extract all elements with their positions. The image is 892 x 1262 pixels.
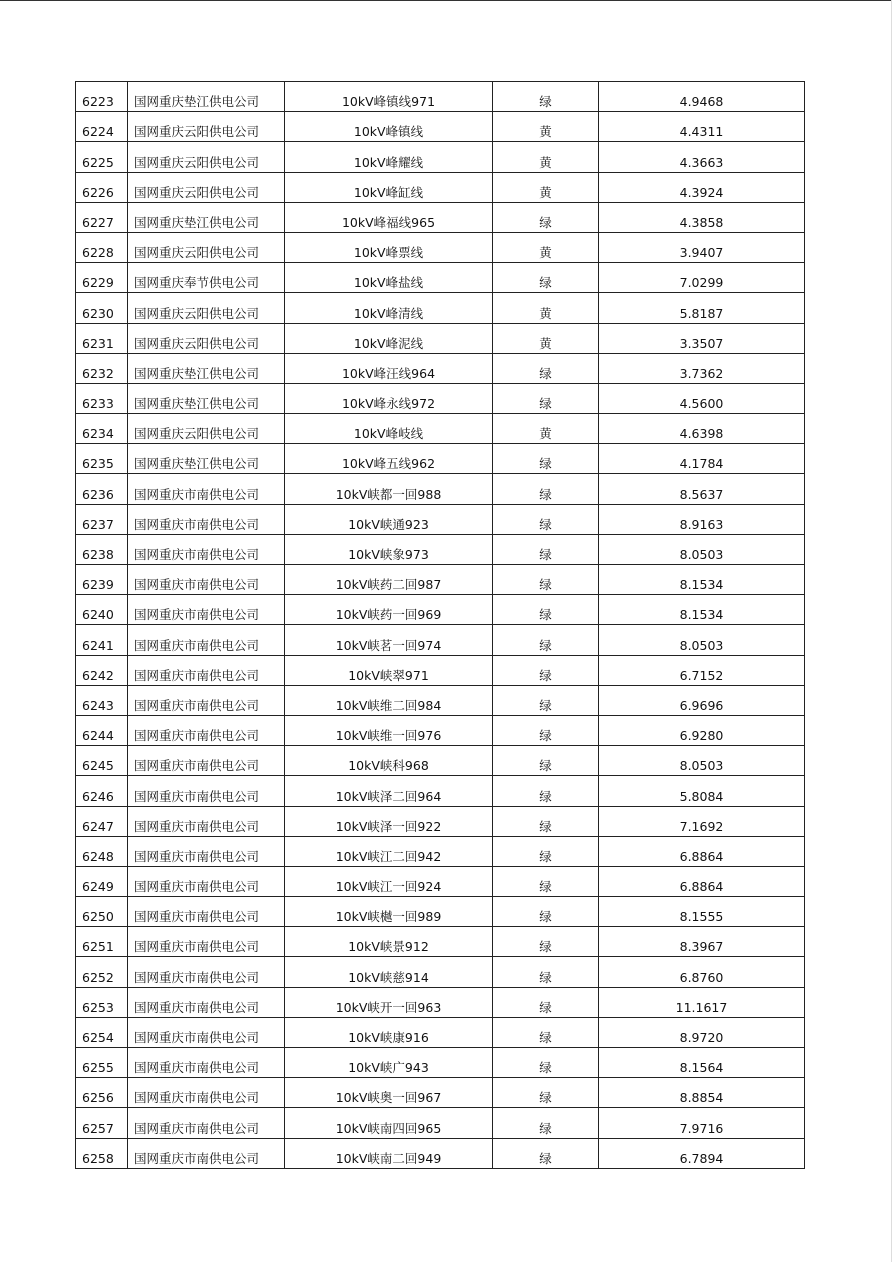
status-color-cell: 绿	[493, 565, 599, 595]
status-color-cell: 绿	[493, 685, 599, 715]
company-cell: 国网重庆市南供电公司	[128, 866, 285, 896]
table-row	[76, 353, 805, 383]
table-row	[76, 715, 805, 745]
table-row	[76, 142, 805, 172]
company-cell: 国网重庆市南供电公司	[128, 1078, 285, 1108]
row-id-cell: 6251	[76, 927, 128, 957]
row-id-cell: 6224	[76, 112, 128, 142]
status-color-cell: 绿	[493, 897, 599, 927]
row-id-cell: 6233	[76, 383, 128, 413]
row-id-cell: 6225	[76, 142, 128, 172]
line-name-cell: 10kV峡江二回942	[285, 836, 493, 866]
line-name-cell: 10kV峡象973	[285, 534, 493, 564]
line-name-cell: 10kV峰岐线	[285, 414, 493, 444]
status-color-cell: 绿	[493, 353, 599, 383]
company-cell: 国网重庆市南供电公司	[128, 776, 285, 806]
row-id-cell: 6252	[76, 957, 128, 987]
company-cell: 国网重庆垫江供电公司	[128, 353, 285, 383]
value-cell: 8.9163	[599, 504, 805, 534]
status-color-cell: 黄	[493, 172, 599, 202]
data-table	[75, 81, 805, 1169]
status-color-cell: 绿	[493, 1017, 599, 1047]
row-id-cell: 6242	[76, 655, 128, 685]
line-name-cell: 10kV峰缸线	[285, 172, 493, 202]
line-name-cell: 10kV峡江一回924	[285, 866, 493, 896]
value-cell: 8.1564	[599, 1048, 805, 1078]
row-id-cell: 6255	[76, 1048, 128, 1078]
value-cell: 8.1555	[599, 897, 805, 927]
line-name-cell: 10kV峡泽二回964	[285, 776, 493, 806]
status-color-cell: 绿	[493, 1108, 599, 1138]
line-name-cell: 10kV峰镇线971	[285, 82, 493, 112]
value-cell: 6.9280	[599, 715, 805, 745]
status-color-cell: 绿	[493, 987, 599, 1017]
row-id-cell: 6223	[76, 82, 128, 112]
value-cell: 6.7152	[599, 655, 805, 685]
row-id-cell: 6236	[76, 474, 128, 504]
company-cell: 国网重庆云阳供电公司	[128, 172, 285, 202]
status-color-cell: 绿	[493, 866, 599, 896]
company-cell: 国网重庆市南供电公司	[128, 987, 285, 1017]
status-color-cell: 绿	[493, 595, 599, 625]
table-row	[76, 82, 805, 112]
company-cell: 国网重庆市南供电公司	[128, 715, 285, 745]
table-row	[76, 112, 805, 142]
value-cell: 4.5600	[599, 383, 805, 413]
table-row	[76, 504, 805, 534]
row-id-cell: 6237	[76, 504, 128, 534]
value-cell: 8.0503	[599, 746, 805, 776]
company-cell: 国网重庆市南供电公司	[128, 927, 285, 957]
row-id-cell: 6230	[76, 293, 128, 323]
value-cell: 8.0503	[599, 534, 805, 564]
line-name-cell: 10kV峰耀线	[285, 142, 493, 172]
table-row	[76, 595, 805, 625]
table-row	[76, 444, 805, 474]
table-row	[76, 1138, 805, 1168]
company-cell: 国网重庆市南供电公司	[128, 957, 285, 987]
row-id-cell: 6228	[76, 232, 128, 262]
status-color-cell: 绿	[493, 957, 599, 987]
company-cell: 国网重庆垫江供电公司	[128, 444, 285, 474]
status-color-cell: 绿	[493, 927, 599, 957]
value-cell: 4.6398	[599, 414, 805, 444]
company-cell: 国网重庆市南供电公司	[128, 1138, 285, 1168]
row-id-cell: 6258	[76, 1138, 128, 1168]
row-id-cell: 6247	[76, 806, 128, 836]
row-id-cell: 6227	[76, 202, 128, 232]
value-cell: 3.9407	[599, 232, 805, 262]
status-color-cell: 黄	[493, 232, 599, 262]
table-row	[76, 565, 805, 595]
line-name-cell: 10kV峡维一回976	[285, 715, 493, 745]
company-cell: 国网重庆市南供电公司	[128, 474, 285, 504]
value-cell: 7.0299	[599, 263, 805, 293]
company-cell: 国网重庆云阳供电公司	[128, 232, 285, 262]
value-cell: 11.1617	[599, 987, 805, 1017]
table-row	[76, 746, 805, 776]
company-cell: 国网重庆市南供电公司	[128, 595, 285, 625]
company-cell: 国网重庆市南供电公司	[128, 746, 285, 776]
status-color-cell: 绿	[493, 263, 599, 293]
status-color-cell: 绿	[493, 474, 599, 504]
company-cell: 国网重庆市南供电公司	[128, 625, 285, 655]
table-row	[76, 414, 805, 444]
row-id-cell: 6245	[76, 746, 128, 776]
table-row	[76, 625, 805, 655]
value-cell: 8.1534	[599, 565, 805, 595]
line-name-cell: 10kV峡通923	[285, 504, 493, 534]
table-row	[76, 1017, 805, 1047]
company-cell: 国网重庆市南供电公司	[128, 655, 285, 685]
value-cell: 5.8187	[599, 293, 805, 323]
value-cell: 4.9468	[599, 82, 805, 112]
row-id-cell: 6240	[76, 595, 128, 625]
table-row	[76, 1048, 805, 1078]
status-color-cell: 黄	[493, 142, 599, 172]
line-name-cell: 10kV峡翠971	[285, 655, 493, 685]
table-row	[76, 534, 805, 564]
value-cell: 8.8854	[599, 1078, 805, 1108]
value-cell: 8.5637	[599, 474, 805, 504]
status-color-cell: 绿	[493, 715, 599, 745]
row-id-cell: 6253	[76, 987, 128, 1017]
row-id-cell: 6234	[76, 414, 128, 444]
row-id-cell: 6238	[76, 534, 128, 564]
table-row	[76, 1108, 805, 1138]
status-color-cell: 绿	[493, 1048, 599, 1078]
line-name-cell: 10kV峡奥一回967	[285, 1078, 493, 1108]
status-color-cell: 黄	[493, 112, 599, 142]
value-cell: 5.8084	[599, 776, 805, 806]
company-cell: 国网重庆云阳供电公司	[128, 293, 285, 323]
status-color-cell: 绿	[493, 202, 599, 232]
table-row	[76, 957, 805, 987]
row-id-cell: 6250	[76, 897, 128, 927]
line-name-cell: 10kV峡泽一回922	[285, 806, 493, 836]
value-cell: 6.8864	[599, 836, 805, 866]
row-id-cell: 6248	[76, 836, 128, 866]
value-cell: 6.7894	[599, 1138, 805, 1168]
line-name-cell: 10kV峡景912	[285, 927, 493, 957]
table-row	[76, 685, 805, 715]
status-color-cell: 绿	[493, 383, 599, 413]
line-name-cell: 10kV峡药一回969	[285, 595, 493, 625]
line-name-cell: 10kV峡康916	[285, 1017, 493, 1047]
value-cell: 6.8760	[599, 957, 805, 987]
company-cell: 国网重庆云阳供电公司	[128, 112, 285, 142]
company-cell: 国网重庆市南供电公司	[128, 1048, 285, 1078]
company-cell: 国网重庆市南供电公司	[128, 534, 285, 564]
company-cell: 国网重庆垫江供电公司	[128, 202, 285, 232]
table-row	[76, 232, 805, 262]
line-name-cell: 10kV峰盐线	[285, 263, 493, 293]
line-name-cell: 10kV峰票线	[285, 232, 493, 262]
table-row	[76, 927, 805, 957]
status-color-cell: 绿	[493, 534, 599, 564]
line-name-cell: 10kV峡维二回984	[285, 685, 493, 715]
row-id-cell: 6249	[76, 866, 128, 896]
value-cell: 7.9716	[599, 1108, 805, 1138]
status-color-cell: 绿	[493, 655, 599, 685]
status-color-cell: 绿	[493, 1078, 599, 1108]
company-cell: 国网重庆市南供电公司	[128, 1108, 285, 1138]
row-id-cell: 6232	[76, 353, 128, 383]
line-name-cell: 10kV峰汪线964	[285, 353, 493, 383]
line-name-cell: 10kV峰永线972	[285, 383, 493, 413]
company-cell: 国网重庆市南供电公司	[128, 685, 285, 715]
company-cell: 国网重庆市南供电公司	[128, 504, 285, 534]
row-id-cell: 6254	[76, 1017, 128, 1047]
company-cell: 国网重庆市南供电公司	[128, 1017, 285, 1047]
company-cell: 国网重庆奉节供电公司	[128, 263, 285, 293]
value-cell: 4.1784	[599, 444, 805, 474]
row-id-cell: 6244	[76, 715, 128, 745]
line-name-cell: 10kV峡南二回949	[285, 1138, 493, 1168]
company-cell: 国网重庆云阳供电公司	[128, 414, 285, 444]
table-row	[76, 836, 805, 866]
row-id-cell: 6235	[76, 444, 128, 474]
line-name-cell: 10kV峡都一回988	[285, 474, 493, 504]
line-name-cell: 10kV峡药二回987	[285, 565, 493, 595]
value-cell: 6.9696	[599, 685, 805, 715]
company-cell: 国网重庆云阳供电公司	[128, 323, 285, 353]
status-color-cell: 绿	[493, 82, 599, 112]
row-id-cell: 6243	[76, 685, 128, 715]
line-name-cell: 10kV峰清线	[285, 293, 493, 323]
company-cell: 国网重庆市南供电公司	[128, 806, 285, 836]
line-name-cell: 10kV峡开一回963	[285, 987, 493, 1017]
line-name-cell: 10kV峰泥线	[285, 323, 493, 353]
line-name-cell: 10kV峡樾一回989	[285, 897, 493, 927]
value-cell: 8.9720	[599, 1017, 805, 1047]
value-cell: 4.3924	[599, 172, 805, 202]
line-name-cell: 10kV峡茗一回974	[285, 625, 493, 655]
row-id-cell: 6256	[76, 1078, 128, 1108]
table-row	[76, 897, 805, 927]
line-name-cell: 10kV峡慈914	[285, 957, 493, 987]
company-cell: 国网重庆市南供电公司	[128, 565, 285, 595]
value-cell: 4.3663	[599, 142, 805, 172]
row-id-cell: 6246	[76, 776, 128, 806]
table-row	[76, 383, 805, 413]
status-color-cell: 绿	[493, 806, 599, 836]
row-id-cell: 6241	[76, 625, 128, 655]
table-row	[76, 323, 805, 353]
table-row	[76, 776, 805, 806]
company-cell: 国网重庆垫江供电公司	[128, 82, 285, 112]
row-id-cell: 6226	[76, 172, 128, 202]
line-name-cell: 10kV峡广943	[285, 1048, 493, 1078]
company-cell: 国网重庆市南供电公司	[128, 897, 285, 927]
company-cell: 国网重庆市南供电公司	[128, 836, 285, 866]
status-color-cell: 黄	[493, 414, 599, 444]
line-name-cell: 10kV峰福线965	[285, 202, 493, 232]
status-color-cell: 黄	[493, 323, 599, 353]
value-cell: 7.1692	[599, 806, 805, 836]
line-name-cell: 10kV峰镇线	[285, 112, 493, 142]
line-name-cell: 10kV峡南四回965	[285, 1108, 493, 1138]
company-cell: 国网重庆垫江供电公司	[128, 383, 285, 413]
line-name-cell: 10kV峰五线962	[285, 444, 493, 474]
table-row	[76, 172, 805, 202]
value-cell: 3.3507	[599, 323, 805, 353]
table-row	[76, 655, 805, 685]
value-cell: 8.1534	[599, 595, 805, 625]
status-color-cell: 绿	[493, 836, 599, 866]
line-name-cell: 10kV峡科968	[285, 746, 493, 776]
status-color-cell: 绿	[493, 1138, 599, 1168]
row-id-cell: 6231	[76, 323, 128, 353]
row-id-cell: 6239	[76, 565, 128, 595]
value-cell: 6.8864	[599, 866, 805, 896]
status-color-cell: 绿	[493, 625, 599, 655]
row-id-cell: 6257	[76, 1108, 128, 1138]
table-row	[76, 293, 805, 323]
table-row	[76, 202, 805, 232]
company-cell: 国网重庆云阳供电公司	[128, 142, 285, 172]
table-row	[76, 987, 805, 1017]
value-cell: 4.3858	[599, 202, 805, 232]
table-body	[76, 82, 805, 1169]
row-id-cell: 6229	[76, 263, 128, 293]
table-row	[76, 474, 805, 504]
status-color-cell: 绿	[493, 444, 599, 474]
status-color-cell: 绿	[493, 776, 599, 806]
table-row	[76, 1078, 805, 1108]
table-row	[76, 806, 805, 836]
value-cell: 3.7362	[599, 353, 805, 383]
value-cell: 8.3967	[599, 927, 805, 957]
status-color-cell: 黄	[493, 293, 599, 323]
table-row	[76, 263, 805, 293]
value-cell: 4.4311	[599, 112, 805, 142]
table-row	[76, 866, 805, 896]
value-cell: 8.0503	[599, 625, 805, 655]
status-color-cell: 绿	[493, 746, 599, 776]
page-top-border	[0, 0, 892, 1]
status-color-cell: 绿	[493, 504, 599, 534]
